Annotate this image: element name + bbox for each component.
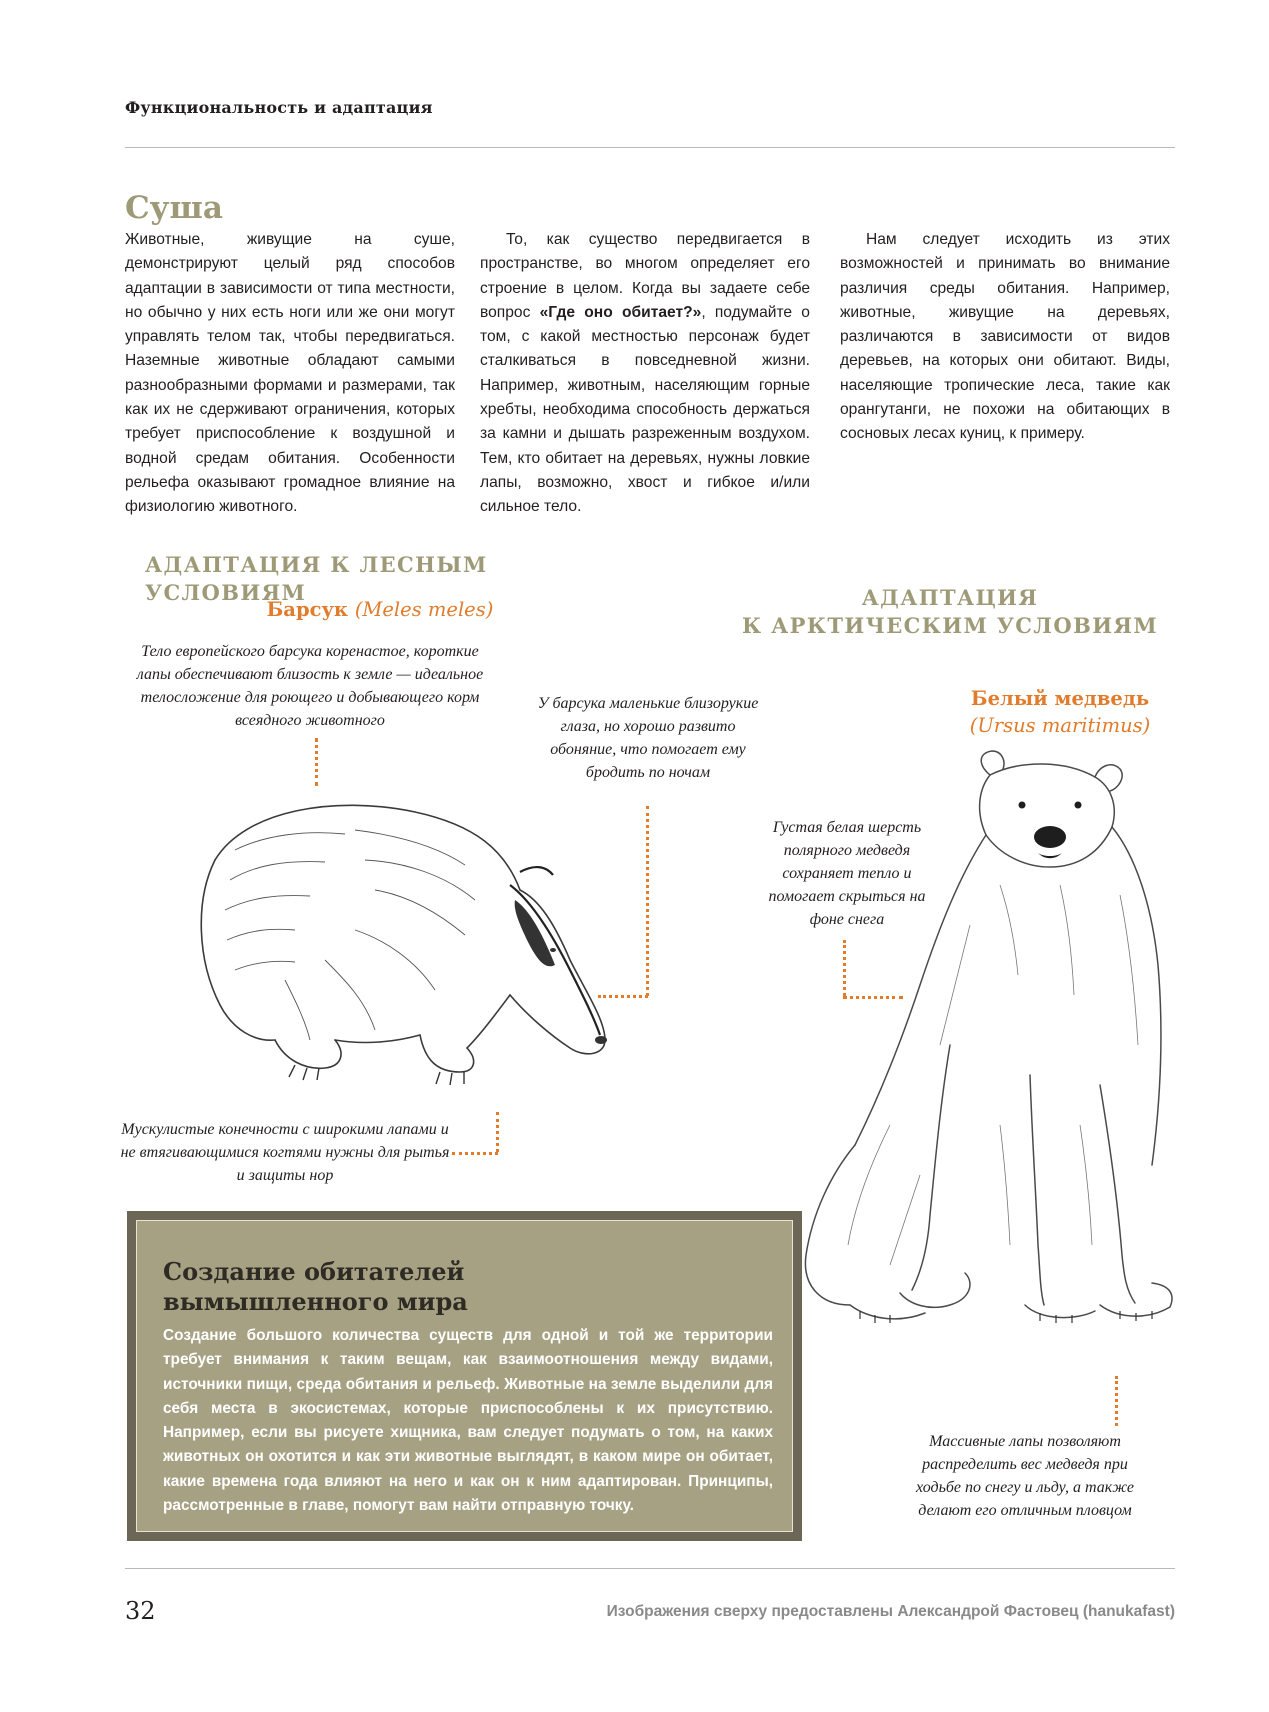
text-column-2 — [480, 228, 810, 520]
badger-legs-caption: Мускулистые конечности с широкими лапами и не втягивающимися когтями нужны для рытья и защиты нор — [120, 1121, 450, 1184]
polar-bear-illustration — [800, 745, 1180, 1345]
badger-legs-callout-line — [496, 1112, 499, 1152]
badger-name — [220, 596, 540, 623]
sidebar-inner-panel — [136, 1220, 793, 1532]
sidebar-box — [127, 1211, 802, 1541]
column-1-paragraph: Животные, живущие на суше, демонстрируют целый ряд способов адаптации в зависимости от типа местности, но обычно у них есть ноги или же они могут управлять телом так, чтобы передвигаться. Наземные животные обладают самыми разнообразными формами и размерами, так как их не сдерживают ограничения, которых требует приспособление к воздушной и водной средам обитания. Особенности рельефа оказывают громадное влияние на физиологию животного. — [125, 231, 455, 516]
arctic-heading-line-1: АДАПТАЦИЯ — [861, 585, 1039, 610]
column-3-paragraph: Нам следует исходить из этих возможностей и принимать во внимание различия среды обитания. Например, животные, живущие на деревьях, различаются в зависимости от видов деревьев, на которых они обитают. Виды, населяющие тропические леса, такие как орангутанги, не похожи на обитающих в сосновых лесах куниц, к примеру. — [840, 231, 1170, 443]
polar-bear-fur-caption: Густая белая шерсть полярного медведя сохраняет тепло и помогает скрыться на фоне снега — [768, 819, 926, 928]
badger-body-callout-line — [315, 738, 318, 786]
column-2-text-end: , подумайте о том, с какой местностью персонаж будет сталкиваться в повседневной жизни. Например, животным, населяющим горные хребты, необходима способность держаться за камни и дышать разреженным воздухом. Тем, кто обитает на деревьях, нужны ловкие лапы, возможно, хвост и гибкое и/или сильное тело. — [480, 303, 810, 516]
badger-body-caption: Тело европейского барсука коренастое, короткие лапы обеспечивают близость к земле — идеальное телосложение для роющего и добывающего корм всеядного животного — [136, 643, 484, 729]
arctic-heading — [740, 584, 1160, 640]
badger-eyes-caption: У барсука маленькие близорукие глаза, но хорошо развито обоняние, что помогает ему бродить по ночам — [537, 695, 759, 781]
sidebar-body: Создание большого количества существ для одной и той же территории требует внимания к таким вещам, как взаимоотношения между видами, источники пищи, среда обитания и рельеф. Животные на земле выделили для себя места в экосистемах, которые приспособлены к их присутствию. Например, если вы рисуете хищника, вам следует подумать о том, на каких животных он охотится и как эти животные выглядят, в каком мире он обитает, какие времена года влияют на него и как он к ним адаптирован. Принципы, рассмотренные в главе, помогут вам найти отправную точку. — [163, 1327, 773, 1515]
forest-heading: АДАПТАЦИЯ К ЛЕСНЫМ УСЛОВИЯМ — [145, 552, 488, 605]
header-rule — [125, 147, 1175, 148]
badger-illustration — [175, 790, 615, 1100]
arctic-heading-line-2: К АРКТИЧЕСКИМ УСЛОВИЯМ — [741, 613, 1159, 638]
image-credit: Изображения сверху предоставлены Александрой Фастовец (hanukafast) — [606, 1603, 1175, 1620]
text-column-3 — [840, 228, 1170, 447]
polar-bear-latin-text: (Ursus maritimus) — [969, 714, 1151, 737]
badger-common-name: Барсук — [266, 598, 349, 621]
section-title: Суша — [125, 190, 223, 226]
polar-bear-common-name: Белый медведь — [970, 687, 1150, 710]
sidebar-title: Создание обитателей вымышленного мира — [163, 1257, 468, 1316]
page-number: 32 — [125, 1597, 156, 1625]
column-2-bold-question: «Где оно обитает?» — [539, 303, 702, 321]
badger-latin-name: (Meles meles) — [354, 598, 494, 621]
polar-bear-latin-name — [930, 712, 1190, 739]
column-2-paragraph — [480, 228, 810, 520]
footer-rule — [125, 1568, 1175, 1569]
running-title: Функциональность и адаптация — [125, 98, 433, 117]
column-2-text-start: То, как существо передвигается в пространстве, во многом определяет его строение в целом. Когда вы задаете себе вопрос — [480, 231, 810, 321]
text-column-1 — [125, 228, 455, 520]
badger-eyes-callout-line — [646, 806, 649, 996]
badger-legs-callout-tick — [452, 1152, 498, 1155]
polar-bear-paws-caption: Массивные лапы позволяют распределить вес медведя при ходьбе по снегу и льду, а также делают его отличным пловцом — [916, 1433, 1134, 1519]
polar-bear-name — [930, 685, 1190, 739]
polar-bear-paws-callout-line — [1115, 1376, 1118, 1426]
